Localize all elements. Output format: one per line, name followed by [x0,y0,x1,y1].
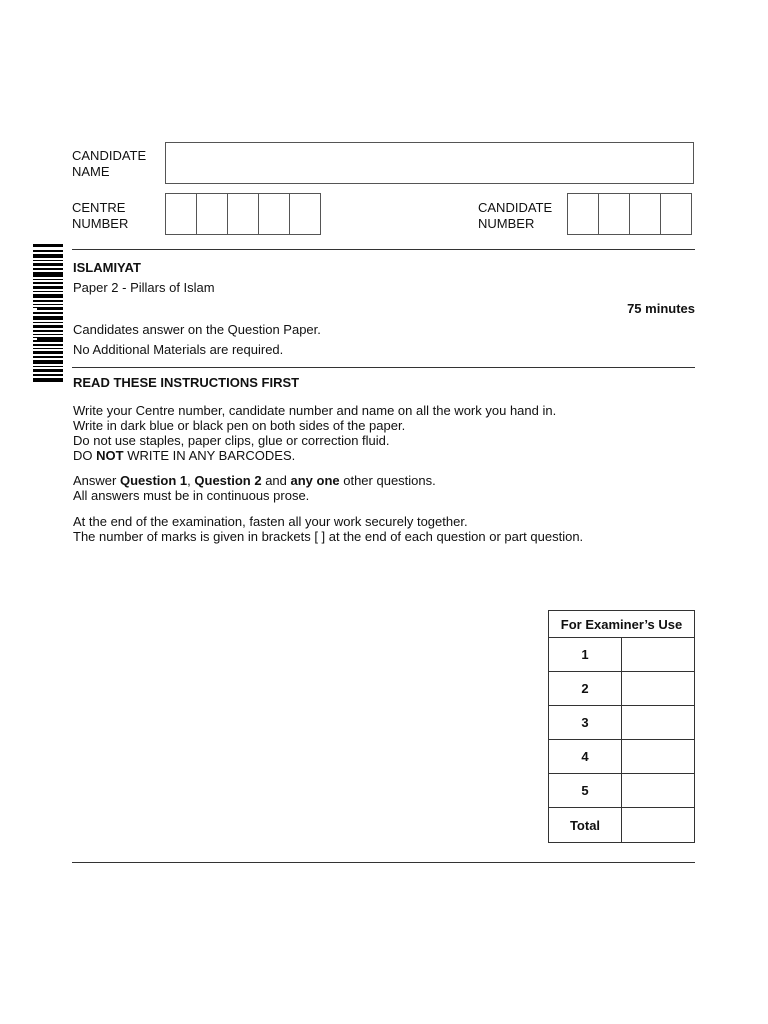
candidate-number-cell[interactable] [567,193,599,235]
centre-number-cell[interactable] [258,193,290,235]
candidate-number-label-line1: CANDIDATE [478,200,553,215]
divider-bottom [72,862,695,863]
paper-title: Paper 2 - Pillars of Islam [73,280,215,295]
question-number: 4 [549,740,622,774]
mark-cell[interactable] [622,672,695,706]
candidate-name-label [72,148,146,180]
instructions-block-1 [73,403,556,463]
divider-top [72,249,695,250]
candidate-name-label-line1: CANDIDATE [72,148,147,163]
centre-number-label-line2: NUMBER [72,216,129,231]
centre-number-cell[interactable] [196,193,228,235]
centre-number-cell[interactable] [289,193,321,235]
mark-cell[interactable] [622,740,695,774]
instruction-emphasis: any one [290,473,340,488]
answer-instruction [73,473,436,488]
question-2-ref: Question 2 [194,473,262,488]
instructions-block-3 [73,514,583,544]
total-label: Total [549,808,622,843]
instruction-line [73,448,556,463]
question-number: 5 [549,774,622,808]
instruction-line: Write in dark blue or black pen on both sides of the paper. [73,418,406,433]
instruction-text: DO [73,448,97,463]
instruction-emphasis: NOT [96,448,124,463]
mark-cell[interactable] [622,774,695,808]
instruction-text: Answer [73,473,120,488]
centre-number-boxes [165,193,321,235]
instructions-block-2 [73,473,436,503]
centre-number-cell[interactable] [227,193,259,235]
examiner-use-heading: For Examiner’s Use [549,611,695,638]
divider-instructions [72,367,695,368]
instruction-line: Write your Centre number, candidate number and name on all the work you hand in. [73,403,557,418]
instruction-text: other questions. [339,473,436,488]
centre-number-label-line1: CENTRE [72,200,126,215]
instruction-line: All answers must be in continuous prose. [73,488,310,503]
question-1-ref: Question 1 [119,473,188,488]
question-number: 1 [549,638,622,672]
instruction-text: WRITE IN ANY BARCODES. [123,448,296,463]
subject-title: ISLAMIYAT [73,260,141,275]
duration: 75 minutes [627,301,695,316]
mark-cell[interactable] [622,706,695,740]
total-mark-cell[interactable] [622,808,695,843]
mark-cell[interactable] [622,638,695,672]
candidate-name-label-line2: NAME [72,164,110,179]
centre-number-label [72,200,128,232]
barcode-image [33,244,63,382]
instructions-heading: READ THESE INSTRUCTIONS FIRST [73,375,300,390]
candidate-number-cell[interactable] [629,193,661,235]
materials-line-2: No Additional Materials are required. [73,342,284,357]
candidate-number-boxes [567,193,692,235]
candidate-number-cell[interactable] [598,193,630,235]
materials-line-1: Candidates answer on the Question Paper. [73,322,321,337]
examiner-use-table [548,610,695,843]
instruction-line: At the end of the examination, fasten all your work securely together. [73,514,468,529]
candidate-number-label [478,200,552,232]
instruction-text: , [187,473,195,488]
question-number: 3 [549,706,622,740]
candidate-number-label-line2: NUMBER [478,216,535,231]
instruction-line: The number of marks is given in brackets [ ] at the end of each question or part question. [73,529,584,544]
centre-number-cell[interactable] [165,193,197,235]
candidate-name-field[interactable] [165,142,694,184]
question-number: 2 [549,672,622,706]
candidate-number-cell[interactable] [660,193,692,235]
instruction-text: and [261,473,291,488]
instruction-line: Do not use staples, paper clips, glue or correction fluid. [73,433,390,448]
